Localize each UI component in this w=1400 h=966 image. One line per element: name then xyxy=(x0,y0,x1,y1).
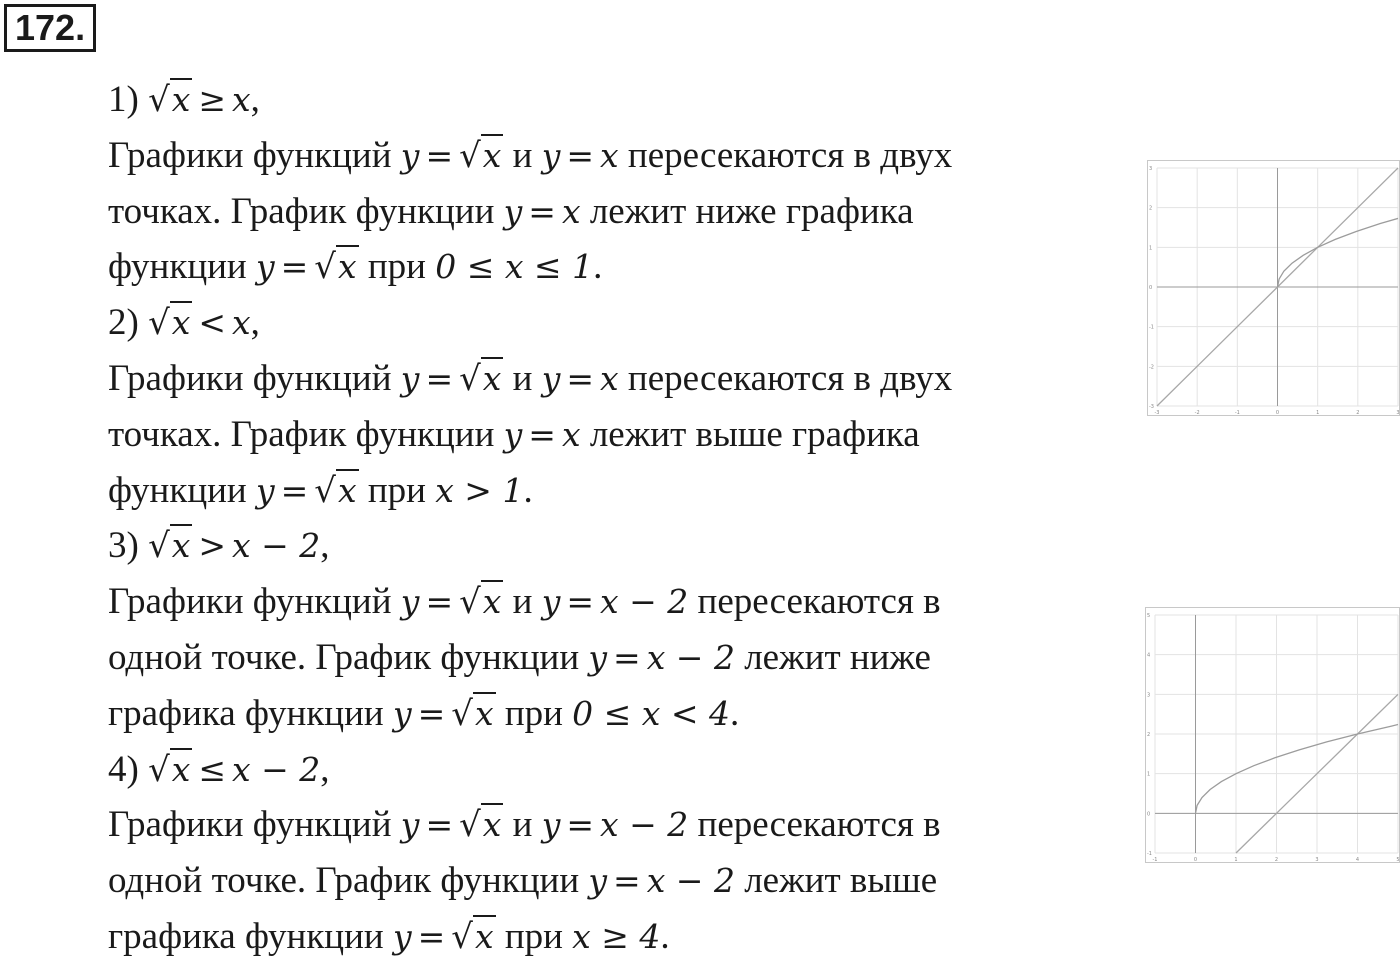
item-3-line-3: графика функции y = √x при 0 ≤ x < 4. xyxy=(108,686,1118,742)
sqrt-expression: √x xyxy=(148,749,191,790)
item-3-header: 3) √x > x − 2, xyxy=(108,518,1118,574)
y-tick-label: 1 xyxy=(1149,245,1153,252)
item-1-line-3: функции y = √x при 0 ≤ x ≤ 1. xyxy=(108,239,1118,295)
item-label: 4) xyxy=(108,748,139,790)
sqrt-expression: √x xyxy=(148,526,191,567)
y-tick-label: 0 xyxy=(1147,811,1151,818)
radical-sign-icon: √ xyxy=(451,916,473,957)
plot-frame xyxy=(1146,608,1400,863)
y-tick-label: -1 xyxy=(1147,851,1152,857)
y-tick-label: -1 xyxy=(1149,324,1154,331)
item-4-line-3: графика функции y = √x при x ≥ 4. xyxy=(108,909,1118,965)
x-tick-label: 3 xyxy=(1315,857,1319,863)
sqrt-expression: √x xyxy=(451,916,494,957)
radical-sign-icon: √ xyxy=(459,805,481,846)
x-tick-label: 0 xyxy=(1193,857,1198,863)
sqrt-expression: √x xyxy=(459,805,502,846)
sqrt-expression: √x xyxy=(451,693,494,734)
item-1-line-2: точках. График функции y = x лежит ниже графика xyxy=(108,190,914,232)
item-1-line-1: Графики функций y = √x и y = x пересекаются в двух xyxy=(108,128,1118,184)
radical-sign-icon: √ xyxy=(314,247,336,288)
item-2-line-3: функции y = √x при x > 1. xyxy=(108,463,1118,519)
radical-sign-icon: √ xyxy=(148,80,170,120)
x-tick-label: 1 xyxy=(1234,857,1238,863)
graph-sqrt-vs-x xyxy=(1147,160,1400,416)
item-1-header: 1) √x ≥ x, xyxy=(108,72,1118,128)
y-tick-label: 2 xyxy=(1149,205,1153,212)
item-3-line-2: одной точке. График функции y = x − 2 лежит ниже xyxy=(108,636,931,678)
graph-sqrt-vs-x-minus-2 xyxy=(1145,607,1400,863)
x-tick-label: 1 xyxy=(1316,410,1320,416)
radical-sign-icon: √ xyxy=(148,526,170,567)
y-tick-label: 1 xyxy=(1147,771,1151,778)
item-2-line-1: Графики функций y = √x и y = x пересекаются в двух xyxy=(108,351,1118,407)
x-tick-label: 3 xyxy=(1396,410,1400,416)
x-tick-label: 0 xyxy=(1275,410,1280,416)
sqrt-expression: √x xyxy=(459,135,502,176)
radical-sign-icon: √ xyxy=(459,358,481,399)
item-label: 2) xyxy=(108,302,139,344)
item-3-line-1: Графики функций y = √x и y = x − 2 пересекаются в xyxy=(108,574,1118,630)
item-4-line-1: Графики функций y = √x и y = x − 2 пересекаются в xyxy=(108,797,1118,853)
x-tick-label: -2 xyxy=(1194,410,1200,416)
x-tick-label: 5 xyxy=(1396,857,1400,863)
y-tick-label: 5 xyxy=(1147,613,1151,619)
y-tick-label: 0 xyxy=(1149,285,1153,291)
item-2-header: 2) √x < x, xyxy=(108,295,1118,351)
y-tick-label: 3 xyxy=(1149,166,1153,172)
y-tick-label: 4 xyxy=(1147,652,1151,659)
x-tick-label: 2 xyxy=(1274,857,1279,863)
sqrt-expression: √x xyxy=(314,247,357,288)
x-tick-label: -1 xyxy=(1234,410,1240,416)
item-label: 1) xyxy=(108,79,139,120)
x-tick-label: -1 xyxy=(1152,857,1158,863)
radical-sign-icon: √ xyxy=(148,303,170,344)
sqrt-expression: √x xyxy=(459,358,502,399)
x-tick-label: -3 xyxy=(1154,410,1160,416)
radical-sign-icon: √ xyxy=(459,135,481,176)
sqrt-expression: √x xyxy=(459,582,502,623)
radical-sign-icon: √ xyxy=(148,749,170,790)
y-tick-label: 2 xyxy=(1147,732,1151,738)
sqrt-expression: √x xyxy=(148,80,191,120)
sqrt-expression: √x xyxy=(314,470,357,511)
item-2-line-2: точках. График функции y = x лежит выше графика xyxy=(108,413,920,455)
y-tick-label: 3 xyxy=(1147,692,1151,699)
y-tick-label: -2 xyxy=(1149,364,1154,371)
y-tick-label: -3 xyxy=(1149,404,1154,410)
item-label: 3) xyxy=(108,525,139,567)
sqrt-expression: √x xyxy=(148,303,191,344)
x-tick-label: 2 xyxy=(1356,410,1360,416)
radical-sign-icon: √ xyxy=(459,582,481,623)
item-4-header: 4) √x ≤ x − 2, xyxy=(108,742,1118,798)
task-number-box: 172. xyxy=(4,4,96,52)
solution-text xyxy=(108,72,1118,965)
radical-sign-icon: √ xyxy=(314,470,336,511)
x-tick-label: 4 xyxy=(1355,857,1360,863)
item-4-line-2: одной точке. График функции y = x − 2 лежит выше xyxy=(108,860,938,902)
radical-sign-icon: √ xyxy=(451,693,473,734)
